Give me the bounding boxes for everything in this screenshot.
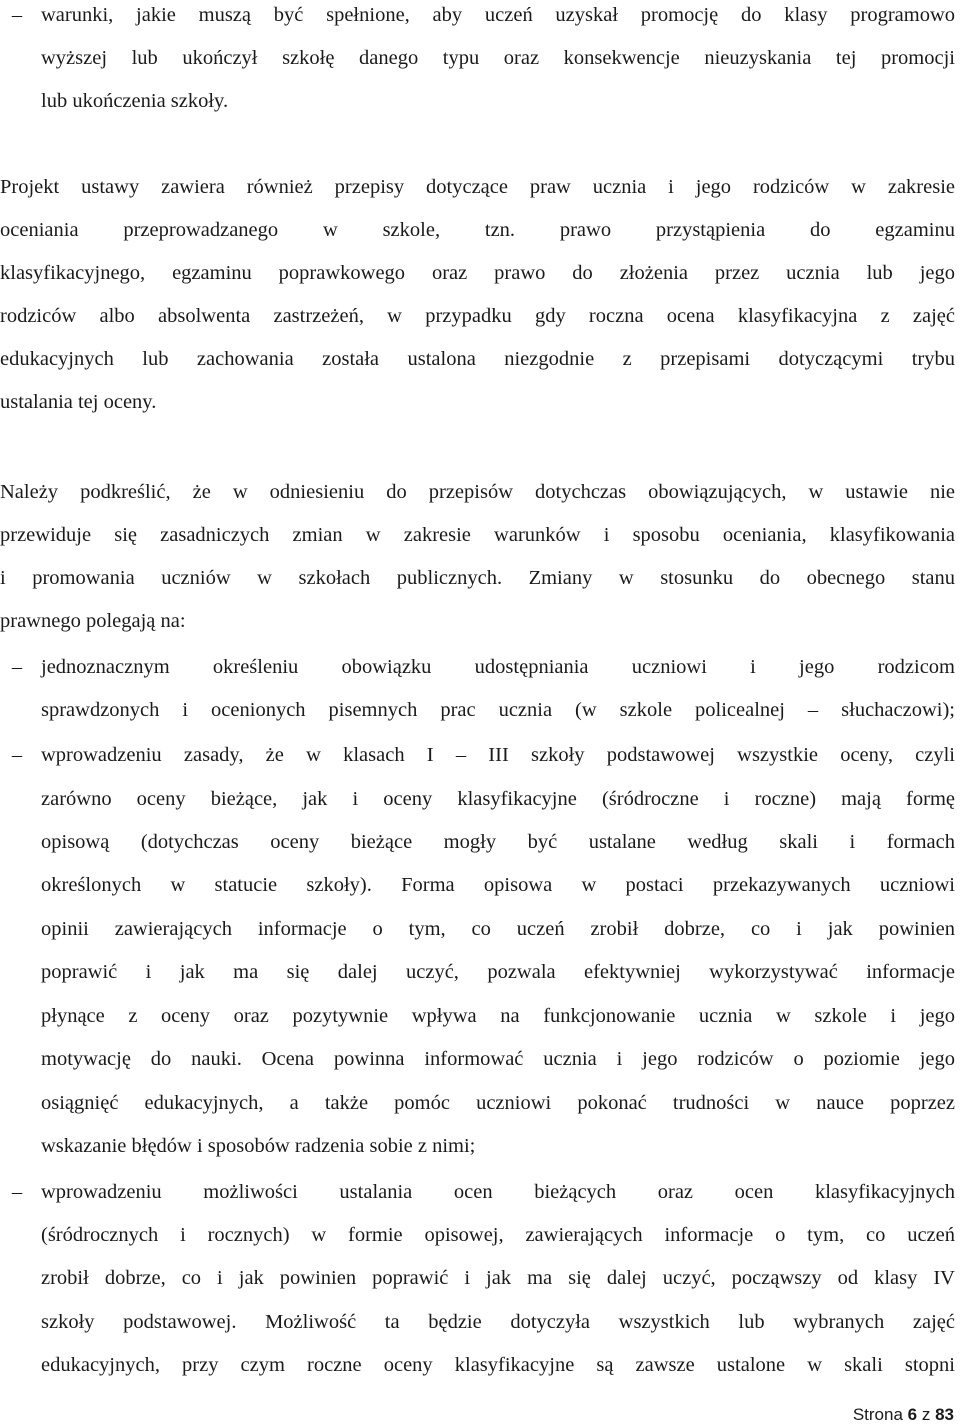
text-line: rodziców albo absolwenta zastrzeżeń, w przypadku gdy roczna ocena klasyfikacyjna z zajęć: [0, 305, 955, 327]
text-line: wprowadzeniu możliwości ustalania ocen bieżących oraz ocen klasyfikacyjnych: [41, 1181, 955, 1203]
current-page: 6: [907, 1405, 918, 1424]
text-line: wprowadzeniu zasady, że w klasach I – III szkoły podstawowej wszystkie oceny, czyli: [41, 744, 955, 766]
page-separator: z: [921, 1405, 931, 1424]
text-line: sprawdzonych i ocenionych pisemnych prac ucznia (w szkole policealnej – słuchaczowi);: [41, 699, 955, 721]
text-line: motywację do nauki. Ocena powinna informować ucznia i jego rodziców o poziomie jego: [41, 1048, 955, 1070]
text-line: płynące z oceny oraz pozytywnie wpływa na funkcjonowanie ucznia w szkole i jego: [41, 1005, 955, 1027]
bullet-dash: –: [11, 1181, 23, 1203]
text-line: zarówno oceny bieżące, jak i oceny klasyfikacyjne (śródroczne i roczne) mają formę: [41, 788, 955, 810]
bullet-dash: –: [11, 656, 23, 678]
page-label: Strona: [852, 1405, 903, 1424]
text-line: określonych w statucie szkoły). Forma opisowa w postaci przekazywanych uczniowi: [41, 874, 955, 896]
total-pages: 83: [935, 1405, 954, 1424]
text-line: edukacyjnych, przy czym roczne oceny klasyfikacyjne są zawsze ustalone w skali stopni: [41, 1354, 955, 1376]
text-line: opisową (dotychczas oceny bieżące mogły być ustalane według skali i formach: [41, 831, 955, 853]
text-line: opinii zawierających informacje o tym, co uczeń zrobił dobrze, co i jak powinien: [41, 918, 955, 940]
text-line: przewiduje się zasadniczych zmian w zakresie warunków i sposobu oceniania, klasyfikowania: [0, 524, 955, 546]
text-line: Projekt ustawy zawiera również przepisy dotyczące praw ucznia i jego rodziców w zakresie: [0, 176, 955, 198]
text-line: lub ukończenia szkoły.: [41, 90, 229, 112]
text-line: klasyfikacyjnego, egzaminu poprawkowego oraz prawo do złożenia przez ucznia lub jego: [0, 262, 955, 284]
text-line: (śródrocznych i rocznych) w formie opisowej, zawierających informacje o tym, co uczeń: [41, 1224, 955, 1246]
text-line: oceniania przeprowadzanego w szkole, tzn. prawo przystąpienia do egzaminu: [0, 219, 955, 241]
text-line: edukacyjnych lub zachowania została ustalona niezgodnie z przepisami dotyczącymi trybu: [0, 348, 955, 370]
bullet-dash: –: [11, 744, 23, 766]
text-line: prawnego polegają na:: [0, 610, 186, 632]
text-line: ustalania tej oceny.: [0, 391, 157, 413]
text-line: szkoły podstawowej. Możliwość ta będzie dotyczyła wszystkich lub wybranych zajęć: [41, 1311, 955, 1333]
text-line: i promowania uczniów w szkołach publicznych. Zmiany w stosunku do obecnego stanu: [0, 567, 955, 589]
text-line: poprawić i jak ma się dalej uczyć, pozwala efektywniej wykorzystywać informacje: [41, 961, 955, 983]
text-line: jednoznacznym określeniu obowiązku udostępniania uczniowi i jego rodzicom: [41, 656, 955, 678]
text-line: zrobił dobrze, co i jak powinien poprawić i jak ma się dalej uczyć, począwszy od klasy IV: [41, 1267, 955, 1289]
text-line: wskazanie błędów i sposobów radzenia sobie z nimi;: [41, 1135, 476, 1157]
text-line: warunki, jakie muszą być spełnione, aby uczeń uzyskał promocję do klasy programowo: [41, 4, 955, 26]
page-number: [853, 1402, 954, 1428]
text-line: wyższej lub ukończył szkołę danego typu oraz konsekwencje nieuzyskania tej promocji: [41, 47, 955, 69]
text-line: Należy podkreślić, że w odniesieniu do przepisów dotychczas obowiązujących, w ustawie nie: [0, 481, 955, 503]
text-line: osiągnięć edukacyjnych, a także pomóc uczniowi pokonać trudności w nauce poprzez: [41, 1092, 955, 1114]
bullet-dash: –: [11, 4, 23, 26]
